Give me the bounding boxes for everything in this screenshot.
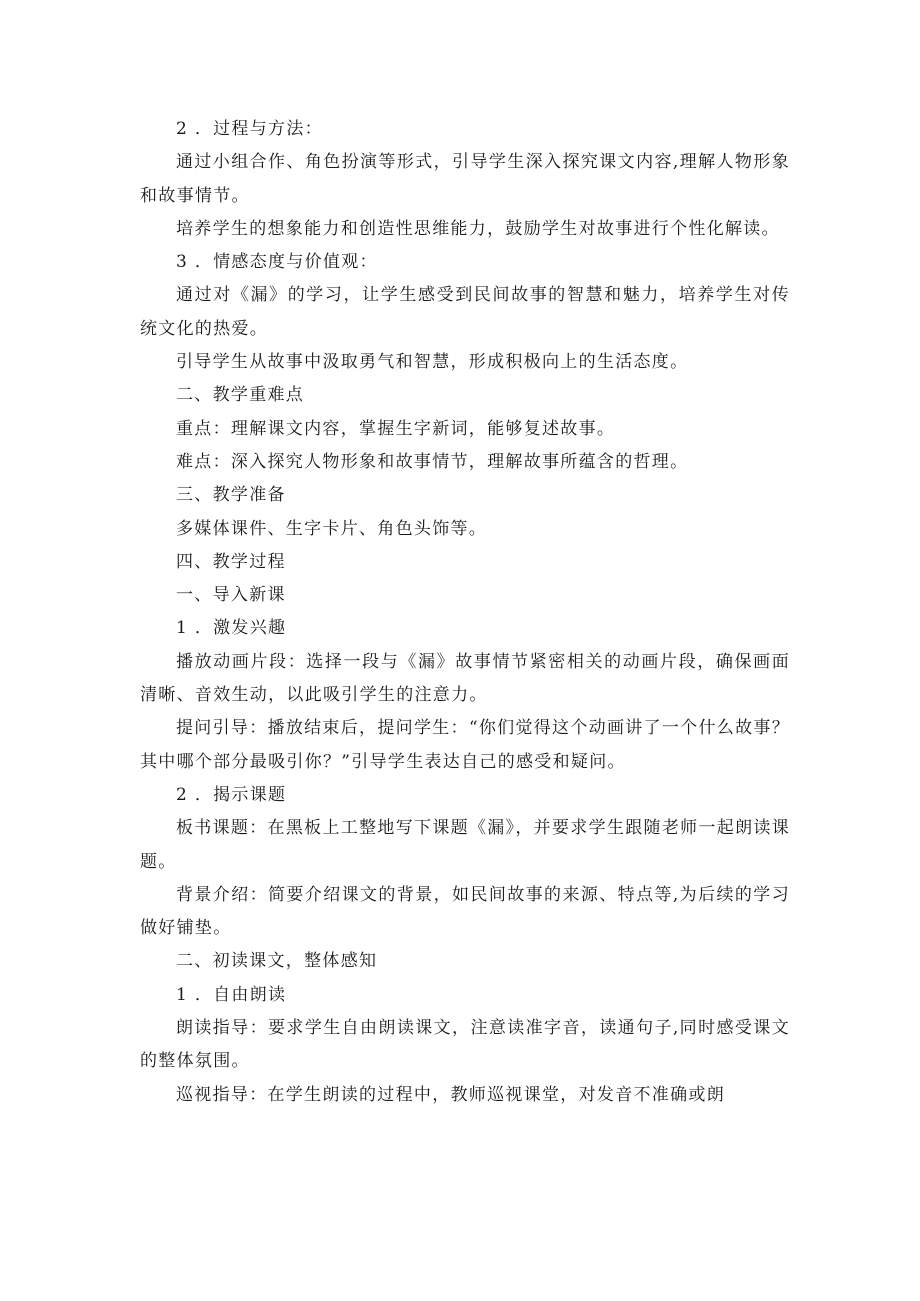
section-heading-preparation: 三、教学准备 [176,485,286,506]
item-heading-free-reading: 1 ．自由朗读 [176,984,287,1005]
paragraph: 提问引导：播放结束后，提问学生：“你们觉得这个动画讲了一个什么故事？其中哪个部分最吸引你？”引导学生表达自己的感受和疑问。 [140,718,790,772]
subsection-heading-first-reading: 二、初读课文，整体感知 [176,951,378,972]
paragraph: 背景介绍：简要介绍课文的背景，如民间故事的来源、特点等,为后续的学习做好铺垫。 [140,884,790,939]
heading-emotion-values: 3 ．情感态度与价值观： [176,252,378,273]
heading-process-method: 2 ．过程与方法： [176,119,323,139]
paragraph: 朗读指导：要求学生自由朗读课文，注意读准字音，读通句子,同时感受课文的整体氛围。 [140,1018,790,1072]
section-heading-process: 四、教学过程 [176,551,286,572]
paragraph: 通过对《漏》的学习，让学生感受到民间故事的智慧和魅力，培养学生对传统文化的热爱。 [140,285,790,339]
paragraph: 板书课题：在黑板上工整地写下课题《漏》，并要求学生跟随老师一起朗读课题。 [140,818,790,872]
item-heading-interest: 1 ．激发兴趣 [176,618,287,639]
subsection-heading-intro: 一、导入新课 [176,585,286,606]
paragraph: 多媒体课件、生字卡片、角色头饰等。 [176,518,488,539]
paragraph: 重点：理解课文内容，掌握生字新词，能够复述故事。 [176,418,616,439]
item-heading-topic: 2 ．揭示课题 [176,784,287,805]
paragraph: 引导学生从故事中汲取勇气和智慧，形成积极向上的生活态度。 [176,352,689,373]
document-body [140,113,790,1112]
paragraph: 培养学生的想象能力和创造性思维能力，鼓励学生对故事进行个性化解读。 [176,218,780,239]
section-heading-key-points: 二、教学重难点 [176,385,305,406]
paragraph: 难点：深入探究人物形象和故事情节，理解故事所蕴含的哲理。 [176,451,689,472]
paragraph: 播放动画片段：选择一段与《漏》故事情节紧密相关的动画片段，确保画面清晰、音效生动，以此吸引学生的注意力。 [140,651,790,706]
paragraph: 巡视指导：在学生朗读的过程中，教师巡视课堂，对发音不准确或朗 [176,1084,725,1105]
paragraph: 通过小组合作、角色扮演等形式，引导学生深入探究课文内容,理解人物形象和故事情节。 [140,152,790,206]
